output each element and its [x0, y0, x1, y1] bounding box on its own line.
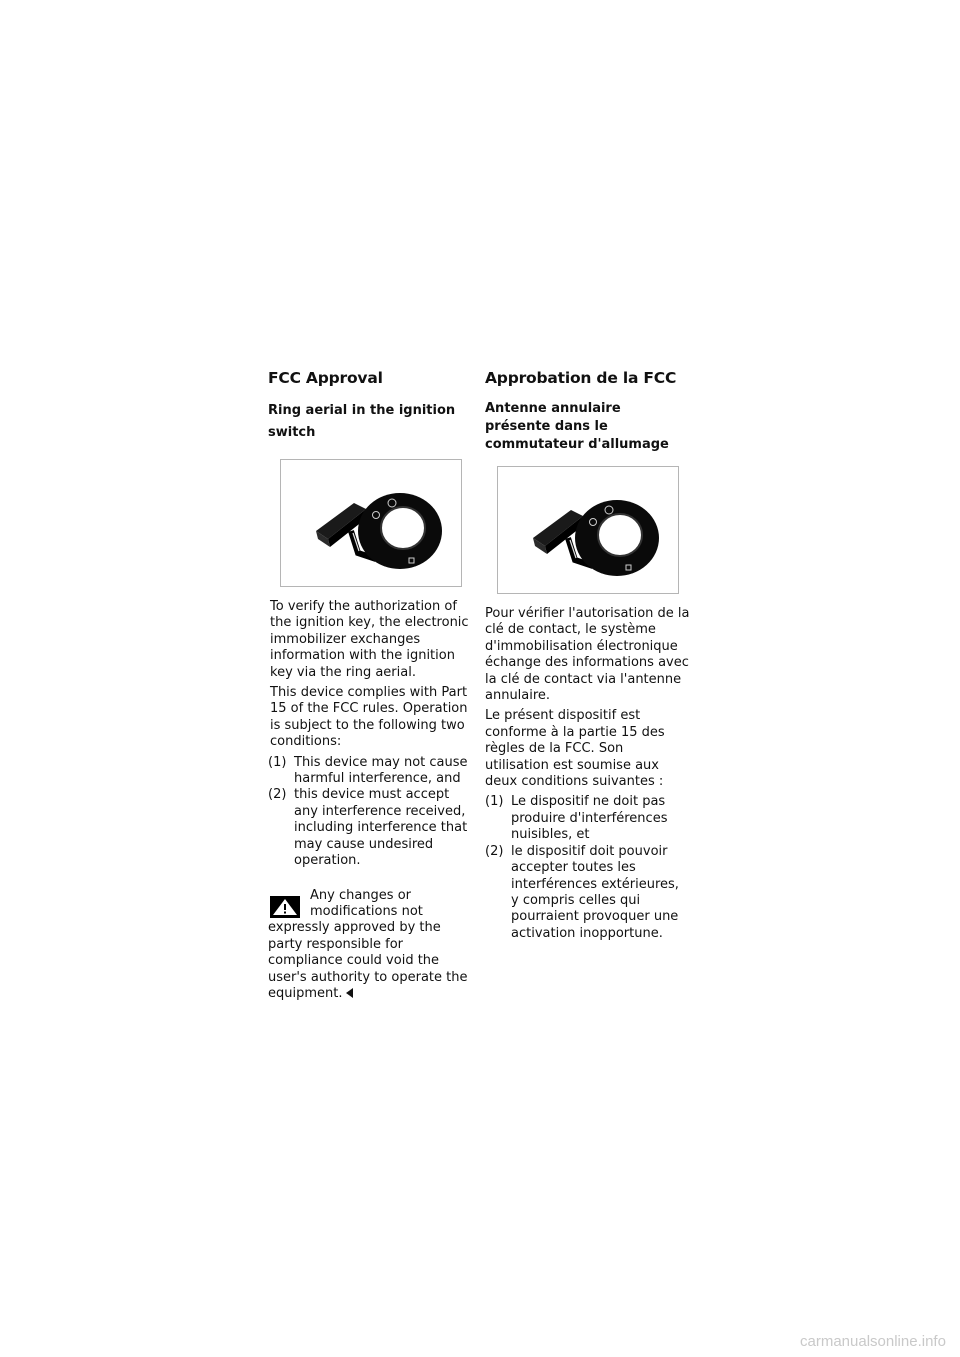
list-item: (2) le dispositif doit pouvoir accepter toutes les interférences extérieures, y compris celles qui pourraient provoquer une activation inopportune. — [485, 843, 679, 941]
paragraph-en-2: This device complies with Part 15 of the FCC rules. Operation is subject to the following two conditions: — [270, 685, 468, 750]
end-of-section-icon — [346, 988, 353, 998]
paragraph-en-1: To verify the authorization of the ignition key, the electronic immobilizer exchanges information with the ignition key via the ring aerial. — [270, 599, 469, 680]
paragraph-fr-1: Pour vérifier l'autorisation de la clé de contact, le système d'immobilisation électronique échange des informations avec la clé de contact via l'antenne annulaire. — [485, 606, 690, 704]
conditions-list-en — [268, 755, 473, 870]
paragraph-fr-2: Le présent dispositif est conforme à la partie 15 des règles de la FCC. Son utilisation est soumise aux deux conditions suivantes : — [485, 708, 665, 790]
ignition-switch-illustration — [513, 480, 663, 580]
conditions-list-fr — [485, 794, 690, 942]
ignition-switch-illustration — [296, 473, 446, 573]
ignition-ring-image-fr — [497, 466, 679, 594]
french-column — [485, 368, 690, 942]
subsection-title-fr: Antenne annulaire présente dans le commutateur d'allumage — [485, 401, 669, 452]
list-item: (1) This device may not cause harmful interference, and — [268, 754, 468, 787]
english-column — [268, 368, 473, 1002]
ignition-ring-image-en — [280, 459, 462, 587]
section-title-en: FCC Approval — [268, 369, 383, 387]
section-title-fr: Approbation de la FCC — [485, 369, 677, 387]
list-item: (1) Le dispositif ne doit pas produire d'interférences nuisibles, et — [485, 794, 668, 843]
list-item: (2) this device must accept any interference received, including interference that may cause undesired operation. — [268, 787, 468, 869]
subsection-title-en: Ring aerial in the ignition switch — [268, 403, 456, 440]
warning-text: Any changes or modifications not expressly approved by the party responsible for compliance could void the user's authority to operate the equipment. — [268, 887, 468, 1001]
warning-triangle-icon — [270, 896, 300, 918]
warning-note — [268, 888, 473, 1003]
watermark[interactable]: carmanualsonline.info — [800, 1333, 946, 1350]
